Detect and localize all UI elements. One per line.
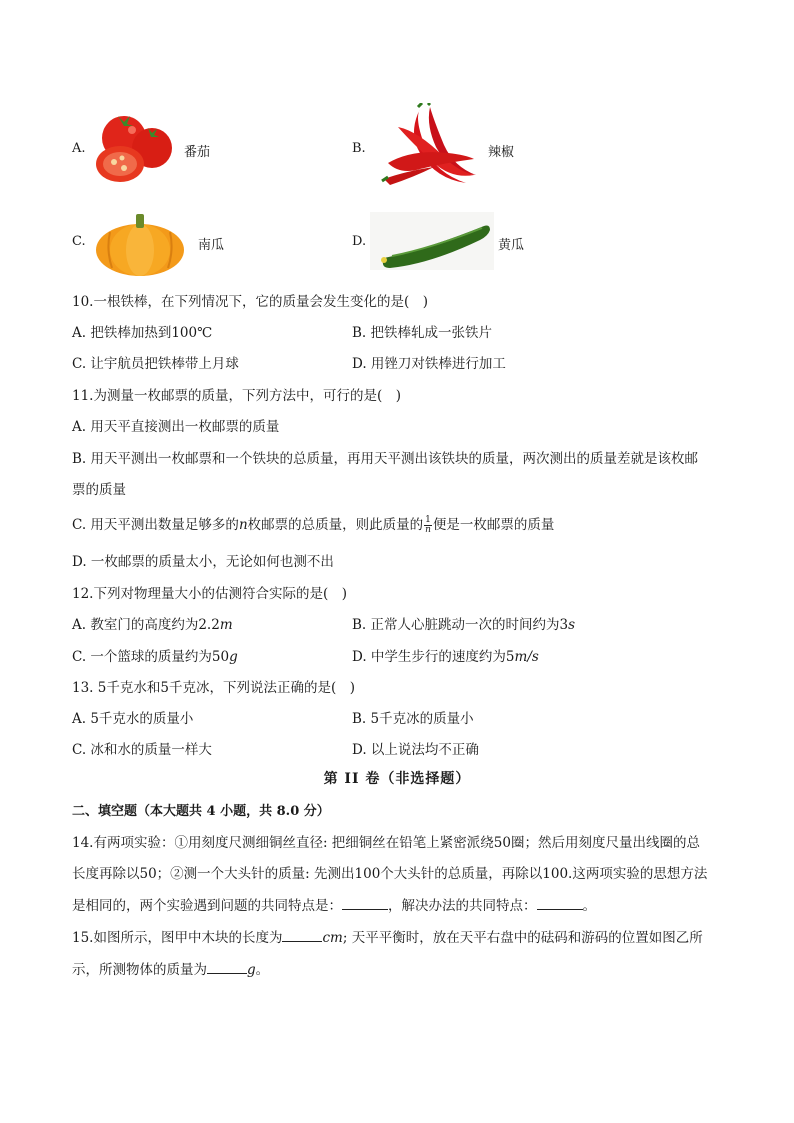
q11-option-b-line2: 票的质量 <box>72 482 126 498</box>
chili-pepper-image <box>378 103 482 189</box>
q12-stem: 12.下列对物理量大小的估测符合实际的是( ) <box>72 586 348 602</box>
answer-blank[interactable] <box>207 961 247 974</box>
option-d-label: 黄瓜 <box>498 238 525 253</box>
answer-blank[interactable] <box>342 897 388 910</box>
q13-option-d: D. 以上说法均不正确 <box>352 742 479 758</box>
pumpkin-image <box>94 212 186 276</box>
q10-option-b: B. 把铁棒轧成一张铁片 <box>352 325 493 341</box>
option-c-letter: C. <box>72 234 86 249</box>
q12-option-d: D. 中学生步行的速度约为5m/s <box>352 649 539 665</box>
option-d-letter: D. <box>352 234 367 249</box>
q15-line2: 示，所测物体的质量为 g。 <box>72 962 270 978</box>
cucumber-image <box>370 212 494 270</box>
tomato-image <box>94 108 180 188</box>
q14-line2: 长度再除以50；②测一个大头针的质量: 先测出100个大头针的总质量，再除以100.这两项实验的思想方法 <box>72 866 708 882</box>
q12-option-a: A. 教室门的高度约为2.2m <box>72 617 233 633</box>
section-title: 第 II 卷（非选择题） <box>323 771 471 787</box>
fraction-one-over-n: $\frac{1}{n}$ <box>425 515 431 535</box>
answer-blank[interactable] <box>282 929 322 942</box>
q13-option-c: C. 冰和水的质量一样大 <box>72 742 212 758</box>
q11-stem: 11.为测量一枚邮票的质量，下列方法中，可行的是( ) <box>72 388 402 404</box>
option-b-letter: B. <box>352 141 366 156</box>
q13-option-b: B. 5千克冰的质量小 <box>352 711 474 727</box>
q12-option-c: C. 一个篮球的质量约为50g <box>72 649 238 665</box>
option-a-letter: A. <box>72 141 86 156</box>
q13-stem: 13. 5千克水和5千克冰，下列说法正确的是( ) <box>72 680 355 696</box>
q11-option-c: C. 用天平测出数量足够多的n枚邮票的总质量，则此质量的 $\frac{1}{n}$ 便是一枚邮票的质量 <box>72 515 555 535</box>
q11-option-b-line1: B. 用天平测出一枚邮票和一个铁块的总质量，再用天平测出该铁块的质量，两次测出的质量差就是该枚邮 <box>72 451 699 467</box>
option-a-label: 番茄 <box>184 145 211 160</box>
answer-blank[interactable] <box>537 897 583 910</box>
q11-option-d: D. 一枚邮票的质量太小，无论如何也测不出 <box>72 554 334 570</box>
option-b-label: 辣椒 <box>488 145 515 160</box>
q13-option-a: A. 5千克水的质量小 <box>72 711 194 727</box>
q10-stem: 10.一根铁棒，在下列情况下，它的质量会发生变化的是( ) <box>72 294 429 310</box>
fill-in-heading: 二、填空题（本大题共 4 小题，共 8.0 分） <box>72 804 330 819</box>
option-c-label: 南瓜 <box>198 238 225 253</box>
q12-option-b: B. 正常人心脏跳动一次的时间约为3s <box>352 617 576 633</box>
q14-line1: 14.有两项实验：①用刻度尺测细铜丝直径: 把细铜丝在铅笔上紧密派绕50圈；然后用刻度尺量出线圈的总 <box>72 835 700 851</box>
q11-option-a: A. 用天平直接测出一枚邮票的质量 <box>72 419 280 435</box>
q15-line1: 15.如图所示，图甲中木块的长度为 cm; 天平平衡时，放在天平右盘中的砝码和游码的位置如图乙所 <box>72 930 703 946</box>
q10-option-a: A. 把铁棒加热到100℃ <box>72 325 213 341</box>
q10-option-c: C. 让宇航员把铁棒带上月球 <box>72 356 239 372</box>
q14-line3: 是相同的，两个实验遇到问题的共同特点是： ，解决办法的共同特点： 。 <box>72 898 596 914</box>
q10-option-d: D. 用锉刀对铁棒进行加工 <box>352 356 506 372</box>
